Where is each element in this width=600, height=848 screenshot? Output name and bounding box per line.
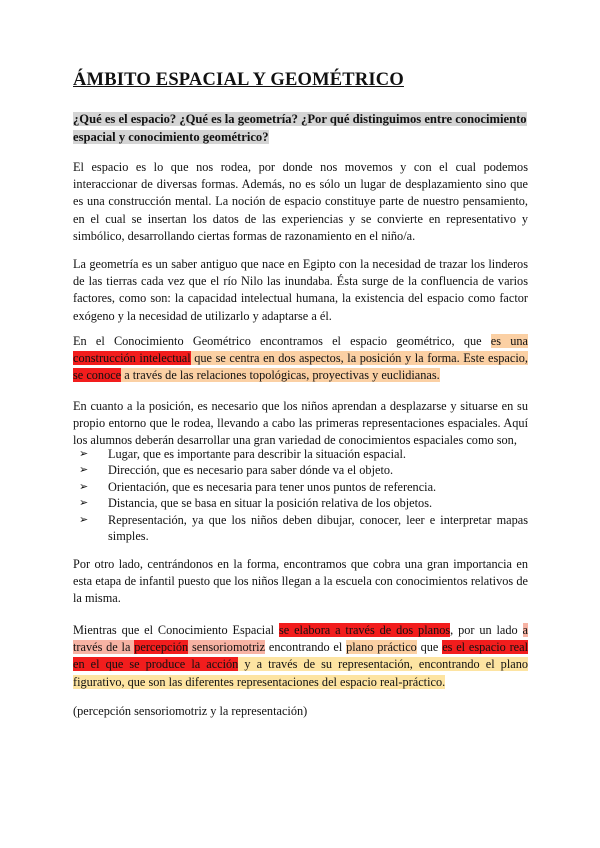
- highlight-red: percepción: [134, 640, 189, 655]
- highlight-orange: es una: [490, 334, 528, 348]
- highlight-orange: plano práctico: [346, 640, 417, 655]
- paragraph-space-definition: El espacio es lo que nos rodea, por donde nos movemos y con el cual podemos interaccionar de diversas formas. Además, no es sólo un lugar de desplazamiento sino que es una construcción mental. La noción de espacio constituye parte de nuestro pensamiento, en el cual se insertan los datos de las experiencias y se convierte en representativo y simbólico, desarrollando ciertas formas de razonamiento en el niño/a.: [73, 160, 528, 243]
- highlight-orange: a través de las relaciones topológicas, proyectivas y euclidianas.: [121, 368, 440, 383]
- highlight-red: se elabora a través de dos planos: [278, 623, 451, 637]
- list-item: [73, 446, 528, 462]
- paragraph-geometry-definition: La geometría es un saber antiguo que nace en Egipto con la necesidad de trazar los linderos de las tierras cada vez que el río Nilo las inundaba. Ésta surge de la confluencia de varios factores, como son: la capacidad intelectual humana, la existencia del espacio como factor exógeno y la necesidad de utilizarlo y adaptarse a él.: [73, 257, 528, 323]
- arrow-bullet-icon: ➢: [79, 448, 89, 460]
- arrow-bullet-icon: ➢: [79, 497, 89, 510]
- list-item: [73, 512, 528, 545]
- list-item-text: Distancia, que se basa en situar la posición relativa de los objetos.: [108, 496, 433, 511]
- page-title: ÁMBITO ESPACIAL Y GEOMÉTRICO: [73, 70, 404, 90]
- list-item: [73, 462, 528, 478]
- text-run: que: [416, 640, 443, 655]
- spatial-knowledge-list: [73, 446, 528, 544]
- paragraph-spatial-knowledge: [73, 622, 528, 691]
- text-run: , por un lado: [450, 623, 523, 637]
- list-item-text: Dirección, que es necesario para saber dónde va el objeto.: [108, 463, 394, 478]
- paragraph-note: (percepción sensoriomotriz y la representación): [73, 704, 308, 718]
- question-text: ¿Qué es el espacio? ¿Qué es la geometría? ¿Por qué distinguimos entre conocimiento espacial y conocimiento geométrico?: [73, 112, 527, 144]
- list-item-text: Representación, ya que los niños deben dibujar, conocer, leer e interpretar mapas simples.: [108, 512, 528, 544]
- text-run: Mientras que el Conocimiento Espacial: [73, 623, 279, 637]
- highlight-red: es el espacio real en el que se produce la acción: [73, 640, 528, 672]
- highlight-red: construcción intelectual: [73, 351, 191, 366]
- list-item-text: Lugar, que es importante para describir la situación espacial.: [108, 447, 406, 461]
- highlight-yellow: y a través de su representación, encontrando el plano figurativo, que son las diferentes representaciones del espacio real-práctico.: [73, 657, 528, 689]
- highlight-pink: a través de la: [73, 623, 529, 655]
- highlight-pink: sensoriomotriz: [188, 640, 266, 655]
- arrow-bullet-icon: ➢: [79, 480, 89, 493]
- list-item: [73, 495, 528, 511]
- paragraph-geometric-knowledge: [73, 333, 528, 385]
- list-item: [73, 479, 528, 495]
- text-run: encontrando el: [265, 640, 347, 655]
- text-run: En el Conocimiento Geométrico encontramos el espacio geométrico, que: [73, 334, 491, 348]
- question-heading: [73, 110, 533, 146]
- arrow-bullet-icon: ➢: [79, 464, 89, 477]
- highlight-orange: que se centra en dos aspectos, la posición y la forma. Este espacio,: [190, 351, 528, 366]
- paragraph-form: Por otro lado, centrándonos en la forma, encontramos que cobra una gran importancia en esta etapa de infantil puesto que los niños llegan a la escuela con conocimientos relativos de la misma.: [73, 557, 528, 606]
- paragraph-position: En cuanto a la posición, es necesario que los niños aprendan a desplazarse y situarse en su propio entorno que le rodea, llevando a cabo las primeras representaciones espaciales. Aquí los alumnos deberán desarrollar una gran variedad de conocimientos espaciales como son,: [73, 399, 528, 448]
- highlight-red: se conoce: [73, 368, 122, 383]
- list-item-text: Orientación, que es necesaria para tener unos puntos de referencia.: [108, 479, 437, 494]
- arrow-bullet-icon: ➢: [79, 513, 89, 526]
